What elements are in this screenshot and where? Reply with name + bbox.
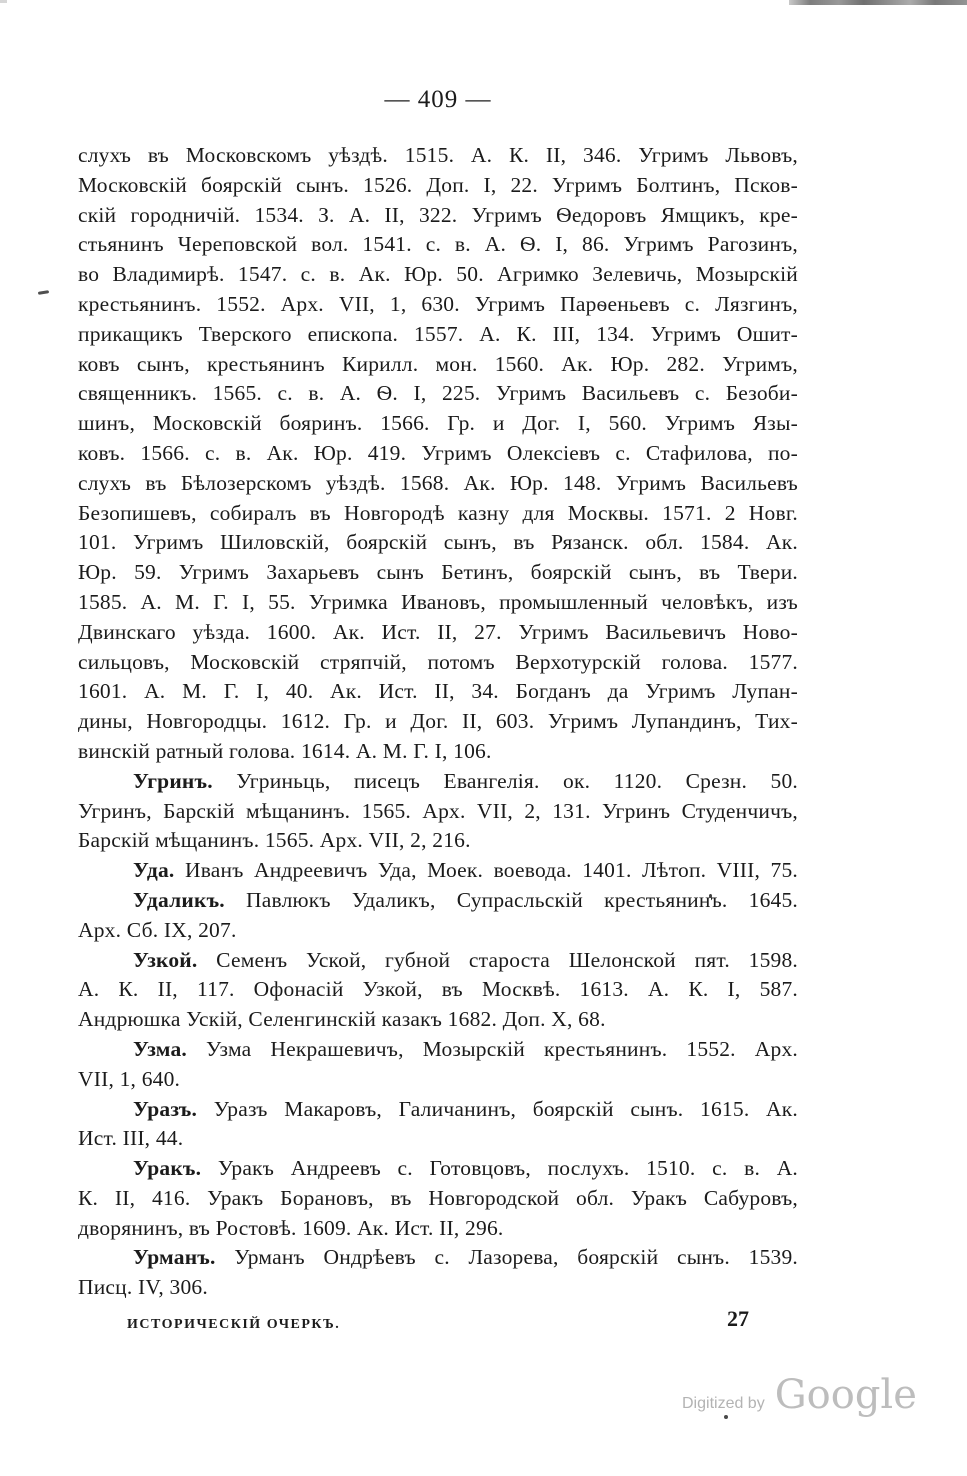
text-line: слухъ въ Московскомъ уѣздѣ. 1515. А. К. II, 346. Угримъ Львовъ, [78,143,798,167]
text-line: VII, 1, 640. [78,1066,181,1091]
entry-paragraph [78,1154,798,1243]
text-line: Урманъ. Урманъ Ондрѣевъ с. Лазорева, боярскій сынъ. 1539. [133,1245,798,1270]
text-line: дины, Новгородцы. 1612. Гр. и Дог. II, 603. Угримъ Лупандинъ, Тих- [78,709,798,734]
page-number-header: — 409 — [384,86,492,113]
text-line: скій городничій. 1534. З. А. II, 322. Угримъ Ѳедоровъ Ямщикъ, кре- [78,202,798,227]
pencil-mark [38,290,49,295]
entry-paragraph [78,767,798,856]
text-block [78,141,798,1303]
watermark-prefix-text: Digitized by [682,1395,765,1412]
digitized-by-google-watermark [682,1372,917,1418]
text-line: Арх. Сб. IX, 207. [78,917,237,942]
text-line: стьянинъ Череповской вол. 1541. с. в. А. Ѳ. I, 86. Угримъ Рагозинъ, [78,232,798,257]
entry-paragraph [78,856,798,886]
text-line: крестьянинъ. 1552. Арх. VII, 1, 630. Угримъ Парѳеньевъ с. Лязгинъ, [78,291,798,316]
text-line: 101. Угримъ Шиловскій, боярскій сынъ, въ Рязанск. обл. 1584. Ак. [78,530,798,555]
entry-headword: Удаликъ. [133,887,225,912]
text-line: священникъ. 1565. с. в. А. Ѳ. I, 225. Угримъ Васильевъ с. Безоби- [78,381,798,406]
entry-paragraph [78,1243,798,1303]
text-line: Андрюшка Ускій, Селенгинскій казакъ 1682. Доп. X, 68. [78,1007,606,1032]
entry-headword: Урманъ. [133,1245,216,1270]
text-line: Уда. Иванъ Андреевичъ Уда, Моек. воевода. 1401. Лѣтоп. VIII, 75. [133,858,798,883]
text-line: ковъ. 1566. с. в. Ак. Юр. 419. Угримъ Олексіевъ с. Стафилова, по- [78,440,798,465]
text-line: Барскій мѣщанинъ. 1565. Арх. VII, 2, 216. [78,828,471,853]
text-line: Угринъ, Барскій мѣщанинъ. 1565. Арх. VII, 2, 131. Угринъ Студенчичъ, [78,798,798,823]
entry-headword: Уракъ. [133,1156,202,1181]
text-line: сильцовъ, Московскій стряпчій, потомъ Верхотурскій голова. 1577. [78,649,798,674]
text-line: Уразъ. Уразъ Макаровъ, Галичанинъ, боярскій сынъ. 1615. Ак. [133,1096,798,1121]
text-line: А. К. II, 117. Офонасій Узкой, въ Москвѣ. 1613. А. К. I, 587. [78,977,798,1002]
text-line: Уракъ. Уракъ Андреевъ с. Готовцовъ, послухъ. 1510. с. в. А. [133,1156,798,1181]
text-line: Двинскаго уѣзда. 1600. Ак. Ист. II, 27. Угримъ Васильевичъ Ново- [78,619,798,644]
text-line: Московскій боярскій сынъ. 1526. Доп. I, 22. Угримъ Болтинъ, Псков- [78,172,798,197]
text-line: Узма. Узма Некрашевичъ, Мозырскій крестьянинъ. 1552. Арх. [133,1036,798,1061]
entry-headword: Угринъ. [133,768,213,793]
text-line: дворянинъ, въ Ростовѣ. 1609. Ак. Ист. II, 296. [78,1215,504,1240]
text-line: 1585. А. М. Г. I, 55. Угримка Ивановъ, промышленный человѣкъ, изъ [78,589,798,614]
text-line: во Владимирѣ. 1547. с. в. Ак. Юр. 50. Агримко Зелевичь, Мозырскій [78,262,798,287]
entry-headword: Узкой. [133,947,198,972]
text-line: Узкой. Семенъ Уской, губной староста Шелонской пят. 1598. [133,947,798,972]
text-line: слухъ въ Бѣлозерскомъ уѣздѣ. 1568. Ак. Юр. 148. Угримъ Васильевъ [78,470,798,495]
text-line: Безопишевъ, собиралъ въ Новгородѣ казну для Москвы. 1571. 2 Новг. [78,500,798,525]
entry-headword: Узма. [133,1036,187,1061]
text-line: Угринъ. Угриньць, писецъ Евангелія. ок. 1120. Срезн. 50. [133,768,798,793]
text-line: Ист. III, 44. [78,1126,184,1151]
entry-paragraph [78,946,798,1035]
google-logo: Google [774,1372,917,1418]
entry-paragraph [78,886,798,946]
text-line: Писц. IV, 306. [78,1275,208,1300]
text-line: шинъ, Московскій бояринъ. 1566. Гр. и Дог. I, 560. Угримъ Язы- [78,411,798,436]
entry-headword: Уразъ. [133,1096,198,1121]
scan-edge-artifact [789,0,967,5]
text-line: прикащикъ Тверского епископа. 1557. А. К. III, 134. Угримъ Ошит- [78,321,798,346]
text-line: Удаликъ. Павлюкъ Удаликъ, Супрасльскій крестьянинъ. 1645. [133,887,798,912]
scan-speck [0,0,7,3]
text-line: К. II, 416. Уракъ Борановъ, въ Новгородской обл. Уракъ Сабуровъ, [78,1185,798,1210]
entry-paragraph [78,1035,798,1095]
entry-paragraph [78,1095,798,1155]
text-line: Юр. 59. Угримъ Захарьевъ сынъ Бетинъ, боярскій сынъ, въ Твери. [78,560,798,585]
entry-paragraph [78,141,798,767]
text-line: 1601. А. М. Г. I, 40. Ак. Ист. II, 34. Богданъ да Угримъ Лупан- [78,679,798,704]
entry-headword: Уда. [133,858,175,883]
text-line: винскій ратный голова. 1614. А. М. Г. I, 106. [78,738,492,763]
running-title: ИСТОРИЧЕСКІЙ ОЧЕРКЪ. [127,1317,341,1332]
text-line: ковъ сынъ, крестьянинъ Кирилл. мон. 1560. Ак. Юр. 282. Угримъ, [78,351,798,376]
page-signature: 27 [727,1306,749,1331]
